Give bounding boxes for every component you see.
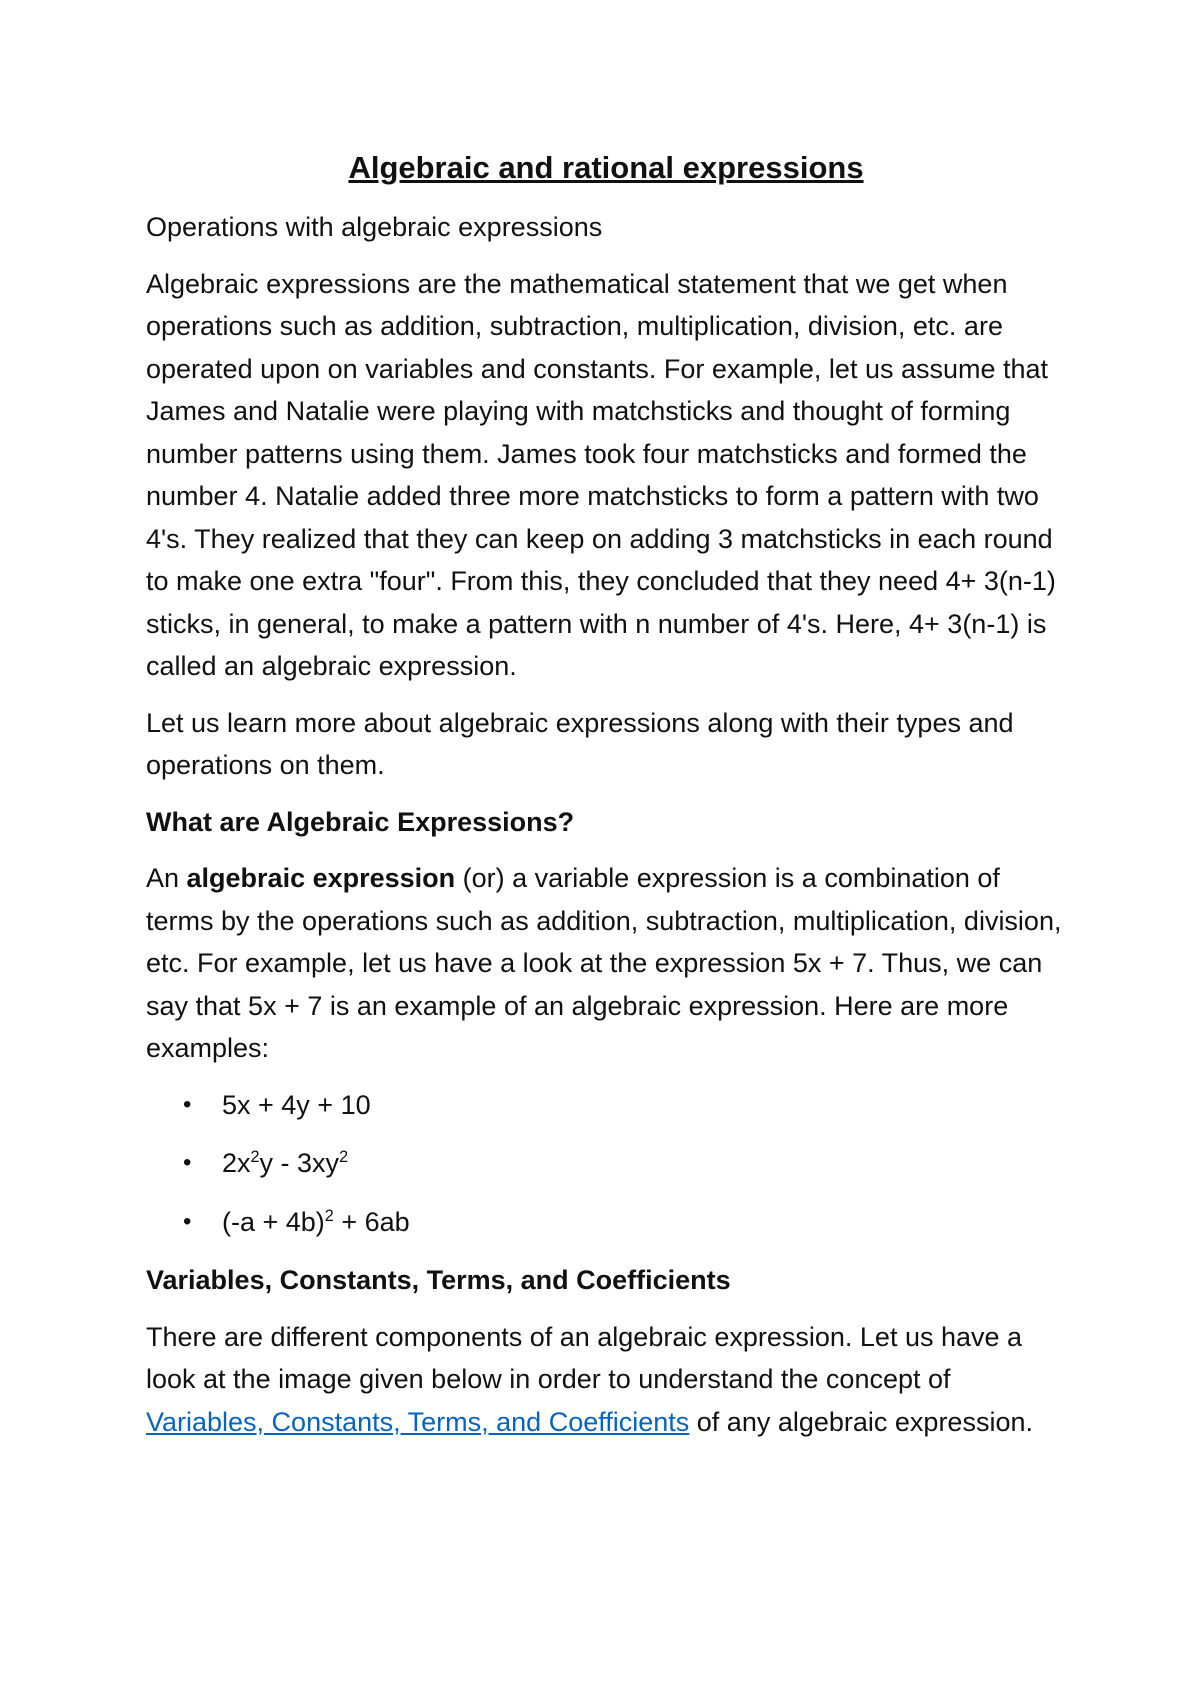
intro-paragraph: Algebraic expressions are the mathematical statement that we get when operations such as addition, subtraction, multiplication, division, etc. are operated upon on variables and constants. For example, let us assume that James and Natalie were playing with matchsticks and thought of forming number patterns using them. James took four matchsticks and formed the number 4. Natalie added three more matchsticks to form a pattern with two 4's. They realized that they can keep on adding 3 matchsticks in each round to make one extra "four". From this, they concluded that they need 4+ 3(n-1) sticks, in general, to make a pattern with n number of 4's. Here, 4+ 3(n-1) is called an algebraic expression. — [146, 268, 1056, 681]
definition-bold-term: algebraic expression — [186, 863, 456, 893]
definition-rest: (or) a variable expression is a combination of terms by the operations such as addition, subtraction, multiplication, division, etc. For example, let us have a look at the expression 5x + 7. Thus, we can say that 5x + 7 is an example of an algebraic expression. Here are more examples: — [146, 863, 1062, 1063]
definition-paragraph — [146, 857, 1066, 1070]
document-title: Algebraic and rational expressions — [348, 150, 864, 185]
expr-part: 2x — [222, 1148, 251, 1178]
components-text-before: There are different components of an algebraic expression. Let us have a look at the image given below in order to understand the concept of — [146, 1321, 1023, 1394]
expr-exponent: 2 — [250, 1148, 260, 1166]
learn-paragraph: Let us learn more about algebraic expressions along with their types and operations on them. — [146, 707, 1014, 780]
list-item — [183, 1142, 1066, 1185]
subheading: Operations with algebraic expressions — [146, 212, 603, 242]
expr-part: + 6ab — [333, 1206, 410, 1237]
components-text-after: of any algebraic expression. — [689, 1406, 1033, 1437]
list-item — [183, 1084, 1066, 1127]
expr-part: (-a + 4b) — [222, 1206, 325, 1237]
components-paragraph — [146, 1316, 1066, 1444]
expr-part: y - 3xy — [259, 1148, 340, 1178]
section-heading-what-are: What are Algebraic Expressions? — [146, 806, 575, 837]
examples-list — [146, 1084, 1066, 1244]
expr-exponent: 2 — [339, 1148, 349, 1166]
bullet-icon: • — [183, 1207, 192, 1235]
example-expression: 5x + 4y + 10 — [222, 1089, 371, 1120]
section-heading-components: Variables, Constants, Terms, and Coefficients — [146, 1265, 731, 1295]
list-item — [183, 1201, 1066, 1244]
document-body — [146, 148, 1066, 1457]
definition-prefix: An — [146, 863, 187, 893]
bullet-icon: • — [183, 1090, 192, 1118]
bullet-icon: • — [183, 1149, 192, 1176]
expr-exponent: 2 — [324, 1206, 334, 1225]
example-expression — [222, 1207, 410, 1237]
example-expression — [222, 1148, 348, 1178]
components-link[interactable]: Variables, Constants, Terms, and Coefficients — [146, 1406, 690, 1437]
